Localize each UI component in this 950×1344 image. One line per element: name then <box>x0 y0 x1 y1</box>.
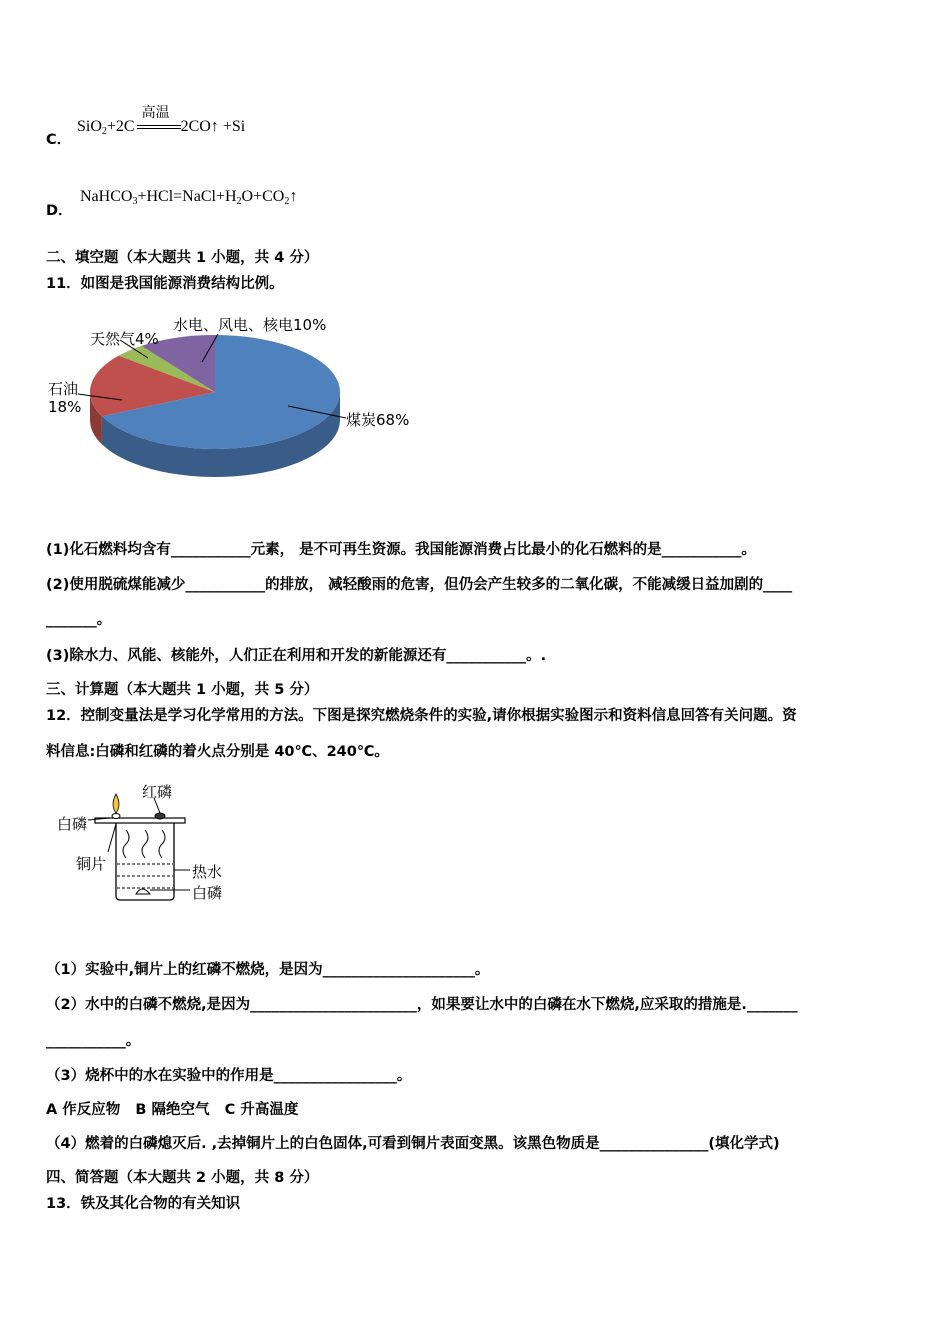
q12-stem-2: 料信息:白磷和红磷的着火点分别是 40℃、240℃。 <box>46 744 389 760</box>
q12-sub2: （2）水中的白磷不燃烧,是因为_______________________，如果要让水中的白磷在水下燃烧,应采取的措施是._______ <box>46 997 798 1013</box>
fig-label-hot-water: 热水 <box>192 863 223 881</box>
q11-sub1: (1)化石燃料均含有___________元素， 是不可再生资源。我国能源消费占比最小的化石燃料的是___________。 <box>46 542 756 558</box>
product-co: 2CO↑ <box>180 118 219 135</box>
section-4-heading: 四、简答题（本大题共 2 小题，共 8 分） <box>46 1170 319 1186</box>
product-si: +Si <box>222 118 246 135</box>
condition-label: 高温 <box>141 106 170 122</box>
steam-1 <box>123 830 129 858</box>
option-c-equation <box>77 106 246 137</box>
reactant-c: +2C <box>106 118 135 135</box>
q12-sub3: （3）烧杯中的水在实验中的作用是_________________。 <box>46 1068 412 1084</box>
q12-choices: A 作反应物 B 隔绝空气 C 升高温度 <box>46 1102 299 1118</box>
reaction-condition <box>135 106 181 134</box>
fig-label-white-p-bottom: 白磷 <box>192 884 223 902</box>
fig-label-white-p-top: 白磷 <box>57 815 88 833</box>
option-d-letter: D． <box>46 203 73 219</box>
label-gas: 天然气4% <box>90 330 159 348</box>
section-2-heading: 二、填空题（本大题共 1 小题，共 4 分） <box>46 250 319 266</box>
q12-sub4: （4）燃着的白磷熄灭后. ,去掉铜片上的白色固体,可看到铜片表面变黑。该黑色物质是_______________(填化学式) <box>46 1136 780 1152</box>
label-oil-name: 石油 <box>48 380 79 398</box>
reactant-sio2: SiO$_2$ <box>77 118 107 137</box>
q12-stem-1: 12．控制变量法是学习化学常用的方法。下图是探究燃烧条件的实验,请你根据实验图示和资料信息回答有关问题。资 <box>46 708 797 724</box>
q13-stem: 13．铁及其化合物的有关知识 <box>46 1196 241 1212</box>
q11-sub2: (2)使用脱硫煤能减少___________的排放， 减轻酸雨的危害，但仍会产生较多的二氧化碳，不能减缓日益加剧的____ <box>46 577 793 593</box>
label-oil-pct: 18% <box>48 398 82 416</box>
section-3-heading: 三、计算题（本大题共 1 小题，共 5 分） <box>46 682 319 698</box>
q11-stem: 11．如图是我国能源消费结构比例。 <box>46 276 284 292</box>
steam-2 <box>142 830 148 858</box>
q11-sub3: (3)除水力、风能、核能外，人们正在利用和开发的新能源还有___________。. <box>46 648 547 664</box>
option-d-equation: $NaHCO_3+HCl=NaCl+H_2O+CO_2↑$ <box>80 188 298 207</box>
pointer-copper <box>108 824 116 852</box>
red-phosphorus <box>155 813 165 819</box>
white-phosphorus-underwater <box>136 889 150 894</box>
copper-plate <box>95 818 185 823</box>
label-hydro: 水电、风电、核电10% <box>173 316 327 334</box>
fig-label-copper: 铜片 <box>76 855 107 873</box>
option-c-letter: C． <box>46 132 72 148</box>
equals-sign <box>137 125 181 129</box>
flame-icon <box>113 794 119 813</box>
q12-sub1: （1）实验中,铜片上的红磷不燃烧，是因为_____________________。 <box>46 962 490 978</box>
q11-sub2-cont: _______。 <box>46 612 112 628</box>
white-phosphorus-plate <box>112 814 120 819</box>
q12-sub2-cont: ___________。 <box>46 1033 141 1049</box>
fig-label-red-p: 红磷 <box>142 783 173 801</box>
label-coal: 煤炭68% <box>346 411 410 429</box>
steam-3 <box>159 830 165 858</box>
pie-top <box>90 335 340 449</box>
